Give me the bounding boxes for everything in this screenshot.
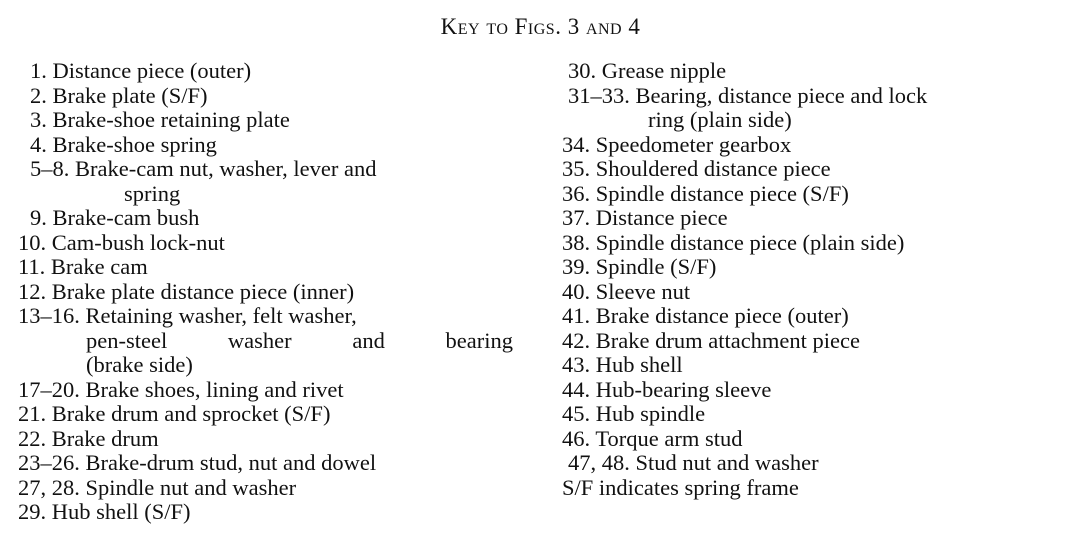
list-item-continuation	[12, 353, 527, 378]
list-item-continuation	[562, 108, 1072, 133]
list-item	[562, 133, 1072, 158]
right-column	[562, 59, 1072, 500]
item-text: Distance piece (outer)	[52, 58, 252, 83]
item-number: 23–26.	[18, 450, 80, 475]
list-item	[12, 378, 527, 403]
list-item	[12, 108, 527, 133]
item-text: Shouldered distance piece	[595, 156, 831, 181]
footnote	[562, 476, 1072, 501]
item-number: 44.	[562, 376, 591, 402]
item-text: Brake plate distance piece (inner)	[51, 278, 355, 304]
list-item	[12, 206, 527, 231]
item-text: Sleeve nut	[595, 278, 691, 304]
item-number: 5–8.	[30, 156, 70, 181]
list-item	[12, 231, 527, 256]
list-item	[12, 255, 527, 280]
item-number: 30.	[568, 58, 597, 83]
item-number: 3.	[30, 107, 47, 132]
item-text: Brake-shoe spring	[52, 131, 217, 157]
list-item	[12, 451, 527, 476]
list-item	[562, 280, 1072, 305]
item-text: Stud nut and washer	[635, 450, 819, 475]
item-text: Spindle (S/F)	[595, 254, 717, 279]
list-item	[562, 255, 1072, 280]
list-item	[12, 59, 527, 84]
list-item	[12, 133, 527, 158]
item-text: Hub shell	[595, 352, 683, 377]
list-item	[562, 182, 1072, 207]
item-text: Brake-drum stud, nut and dowel	[85, 450, 377, 475]
item-text: Spindle nut and washer	[85, 474, 297, 500]
item-number: 21.	[18, 401, 47, 426]
item-number: 10.	[18, 229, 47, 255]
list-item-continuation	[12, 329, 513, 354]
item-text: Grease nipple	[601, 58, 727, 83]
list-item	[12, 402, 527, 427]
item-text: Distance piece	[595, 205, 728, 230]
list-item	[562, 451, 1072, 476]
item-text: Bearing, distance piece and lock	[635, 82, 928, 108]
list-item	[12, 427, 527, 452]
item-number: 46.	[562, 425, 591, 451]
item-number: 12.	[18, 278, 47, 304]
item-text: Brake-cam bush	[52, 205, 200, 230]
list-item	[562, 206, 1072, 231]
item-number: 39.	[562, 254, 591, 279]
list-item	[12, 500, 527, 525]
item-text: Brake-shoe retaining plate	[52, 107, 290, 132]
list-item	[12, 84, 527, 109]
item-text: Hub spindle	[595, 401, 706, 426]
item-number: 42.	[562, 327, 591, 353]
item-number: 1.	[30, 58, 47, 83]
item-number: 4.	[30, 131, 47, 157]
item-text: (brake side)	[86, 352, 193, 377]
list-item	[12, 304, 527, 329]
list-item-continuation	[12, 182, 527, 207]
item-number: 34.	[562, 131, 591, 157]
item-text: Hub-bearing sleeve	[595, 376, 772, 402]
item-number: 37.	[562, 205, 591, 230]
item-number: 45.	[562, 401, 591, 426]
item-number: 43.	[562, 352, 591, 377]
list-item	[562, 427, 1072, 452]
item-text: Brake cam	[50, 254, 148, 279]
list-item	[562, 329, 1072, 354]
item-number: 35.	[562, 156, 591, 181]
item-text: Torque arm stud	[595, 425, 743, 451]
item-text: pen-steel washer and bearing	[86, 327, 513, 353]
list-item	[562, 304, 1072, 329]
item-text: Spindle distance piece (plain side)	[595, 229, 905, 255]
item-text: Brake shoes, lining and rivet	[85, 376, 344, 402]
item-text: Speedometer gearbox	[595, 131, 792, 157]
list-item	[12, 280, 527, 305]
item-text: Spindle distance piece (S/F)	[595, 180, 849, 206]
item-text: spring	[124, 180, 181, 206]
item-number: 13–16.	[18, 303, 80, 328]
item-text: Brake plate (S/F)	[52, 82, 208, 108]
item-number: 29.	[18, 499, 47, 524]
list-item	[12, 476, 527, 501]
item-number: 22.	[18, 425, 47, 451]
item-text: indicates spring frame	[598, 474, 799, 500]
page-title: Key to Figs. 3 and 4	[440, 14, 641, 39]
item-number: 2.	[30, 82, 47, 108]
item-number: 38.	[562, 229, 591, 255]
item-text: Brake drum	[51, 425, 159, 451]
item-text: Brake-cam nut, washer, lever and	[75, 156, 377, 181]
item-number: 9.	[30, 205, 47, 230]
item-number: 31–33.	[568, 82, 630, 108]
list-item	[562, 378, 1072, 403]
list-item	[562, 157, 1072, 182]
item-number: 17–20.	[18, 376, 80, 402]
item-number: 41.	[562, 303, 591, 328]
item-text: Cam-bush lock-nut	[51, 229, 225, 255]
item-text: Brake drum and sprocket (S/F)	[51, 401, 331, 426]
item-number: 47, 48.	[568, 450, 630, 475]
item-text: ring (plain side)	[648, 107, 792, 132]
item-text: Retaining washer, felt washer,	[85, 303, 357, 328]
list-item	[562, 59, 1072, 84]
item-text: Brake drum attachment piece	[595, 327, 861, 353]
abbreviation: S/F	[562, 474, 594, 500]
left-column	[12, 59, 527, 525]
item-number: 36.	[562, 180, 591, 206]
list-item	[12, 157, 527, 182]
list-item	[562, 84, 1072, 109]
item-number: 27, 28.	[18, 474, 80, 500]
item-text: Hub shell (S/F)	[51, 499, 191, 524]
list-item	[562, 402, 1072, 427]
item-number: 11.	[18, 254, 46, 279]
list-item	[562, 353, 1072, 378]
item-text: Brake distance piece (outer)	[595, 303, 849, 328]
item-number: 40.	[562, 278, 591, 304]
list-item	[562, 231, 1072, 256]
